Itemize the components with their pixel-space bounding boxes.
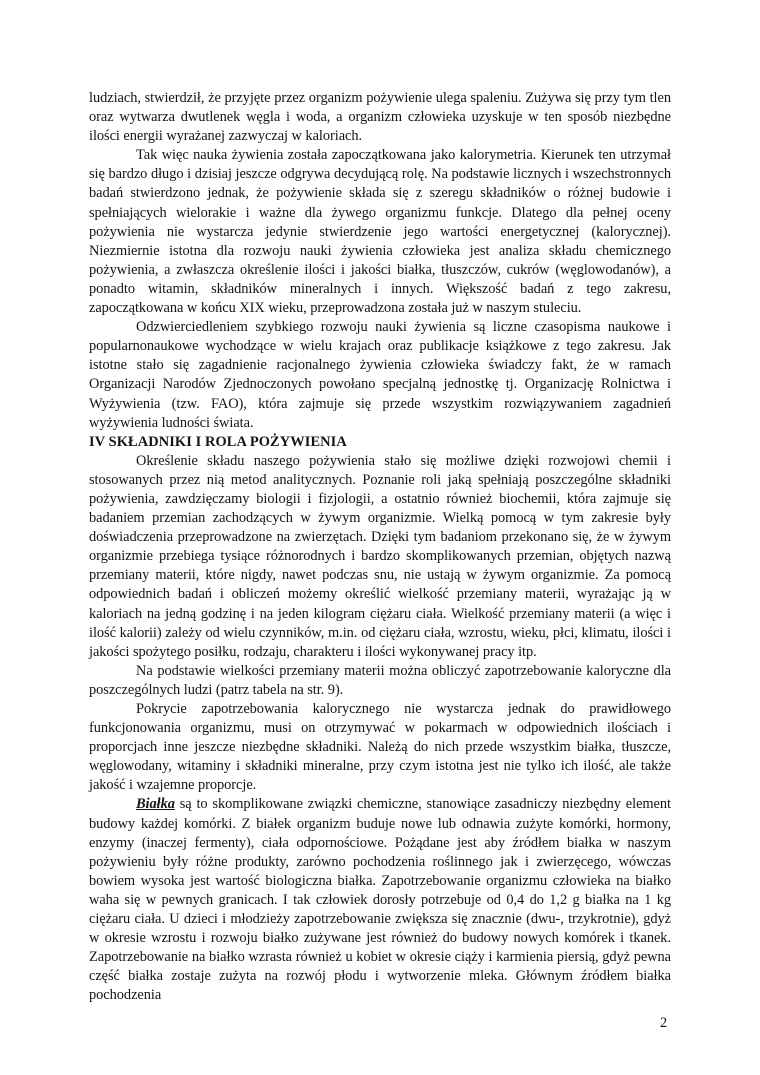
paragraph-czasopisma: Odzwierciedleniem szybkiego rozwoju nauki żywienia są liczne czasopisma naukowe i popularnonaukowe wychodzące w wielu krajach oraz publikacje książkowe z tego zakresu. Jak istotne stało się zagadnienie racjonalnego żywienia człowieka świadczy fakt, że w ramach Organizacji Narodów Zjednoczonych powołano specjalną jednostkę tj. Organizację Rolnictwa i Wyżywienia (tzw. FAO), która zajmuje się przede wszystkim rozwiązywaniem zagadnień wyżywienia ludności świata. <box>89 319 671 431</box>
page-number: 2 <box>660 1015 668 1031</box>
section-heading: IV SKŁADNIKI I ROLA POŻYWIENIA <box>89 433 347 450</box>
paragraph-bialka-text: są to skomplikowane związki chemiczne, stanowiące zasadniczy niezbędny element budowy każdej komórki. Z białek organizm buduje nowe lub odnawia zużyte komórki, hormony, enzymy (inaczej fermenty), ciała odpornościowe. Pożądane jest aby źródłem białka w naszym pożywieniu były różne produkty, zarówno pochodzenia roślinnego jak i zwierzęcego, wówczas bowiem wysoka jest wartość biologiczna białka. Zapotrzebowanie organizmu człowieka na białko waha się w pewnych granicach. I tak człowiek dorosły potrzebuje od 0,4 do 1,2 g białka na 1 kg ciężaru ciała. U dzieci i młodzieży zapotrzebowanie zwiększa się znacznie (dwu-, trzykrotnie), gdyż w okresie wzrostu i rozwoju białko zużywane jest również do budowy nowych komórek i tkanek. Zapotrzebowanie na białko wzrasta również u kobiet w okresie ciąży i karmienia piersią, gdyż pewna część białka zostaje zużyta na rozwój płodu i wytworzenie mleka. Głównym źródłem białka pochodzenia <box>89 796 671 1004</box>
paragraph-pokrycie-zapotrzebowania: Pokrycie zapotrzebowania kalorycznego nie wystarcza jednak do prawidłowego funkcjonowania organizmu, musi on otrzymywać w pokarmach w odpowiednich ilościach i proporcjach inne jeszcze niezbędne składniki. Należą do nich przede wszystkim białka, tłuszcze, węglowodany, witaminy i składniki mineralne, przy czym istotna jest nie tylko ich ilość, ale także jakość i wzajemne proporcje. <box>89 701 671 794</box>
paragraph-zapotrzebowanie-kaloryczne: Na podstawie wielkości przemiany materii można obliczyć zapotrzebowanie kaloryczne dla poszczególnych ludzi (patrz tabela na str. 9). <box>89 662 671 698</box>
paragraph-bialka <box>89 795 671 1005</box>
document-page <box>89 89 671 1006</box>
paragraph-kalorymetria: Tak więc nauka żywienia została zapoczątkowana jako kalorymetria. Kierunek ten utrzymał się bardzo długo i dzisiaj jeszcze odgrywa decydującą rolę. Na podstawie licznych i wszechstronnych badań stwierdzono jednak, że pożywienie składa się z szeregu składników o różnej budowie i spełniających wielorakie i ważne dla żywego organizmu funkcje. Dlatego dla pełnej oceny pożywienia nie wystarcza jedynie stwierdzenie jego wartości energetycznej (kalorycznej). Niezmiernie istotna dla rozwoju nauki żywienia człowieka jest analiza składu chemicznego pożywienia, a zwłaszcza określenie ilości i jakości białka, tłuszczów, cukrów (węglowodanów), a ponadto witamin, składników mineralnych i innych. Większość badań z tego zakresu, zapoczątkowana w końcu XIX wieku, przeprowadzona została już w naszym stuleciu. <box>89 147 671 317</box>
paragraph-sklad-pozywienia: Określenie składu naszego pożywienia stało się możliwe dzięki rozwojowi chemii i stosowanych przez nią metod analitycznych. Poznanie roli jaką spełniają poszczególne składniki pożywienia, zawdzięczamy biologii i fizjologii, a ostatnio również biochemii, która zajmuje się badaniem przemian zachodzących w żywym organizmie. Wielką pomocą w tym zakresie były doświadczenia przeprowadzone na zwierzętach. Dzięki tym badaniom przekonano się, że w żywym organizmie przebiega tysiące różnorodnych i bardzo skomplikowanych przemian, objętych nazwą przemiany materii, które nigdy, nawet podczas snu, nie ustają w żywym organizmie. Za pomocą odpowiednich badań i obliczeń możemy określić wielkość przemiany materii, wyrażając ją w kaloriach na jedną godzinę i na jeden kilogram ciężaru ciała. Wielkość przemiany materii (a więc i ilość kalorii) zależy od wielu czynników, m.in. od ciężaru ciała, wzrostu, wieku, płci, klimatu, ilości i jakości spożytego posiłku, rodzaju, charakteru i ilości wykonywanej pracy itp. <box>89 452 671 660</box>
paragraph-intro-continuation: ludziach, stwierdził, że przyjęte przez organizm pożywienie ulega spaleniu. Zużywa się przy tym tlen oraz wytwarza dwutlenek węgla i woda, a organizm człowieka uzyskuje w ten sposób niezbędne ilości energii wyrażanej zazwyczaj w kaloriach. <box>89 90 671 145</box>
term-bialka: Białka <box>136 796 175 813</box>
